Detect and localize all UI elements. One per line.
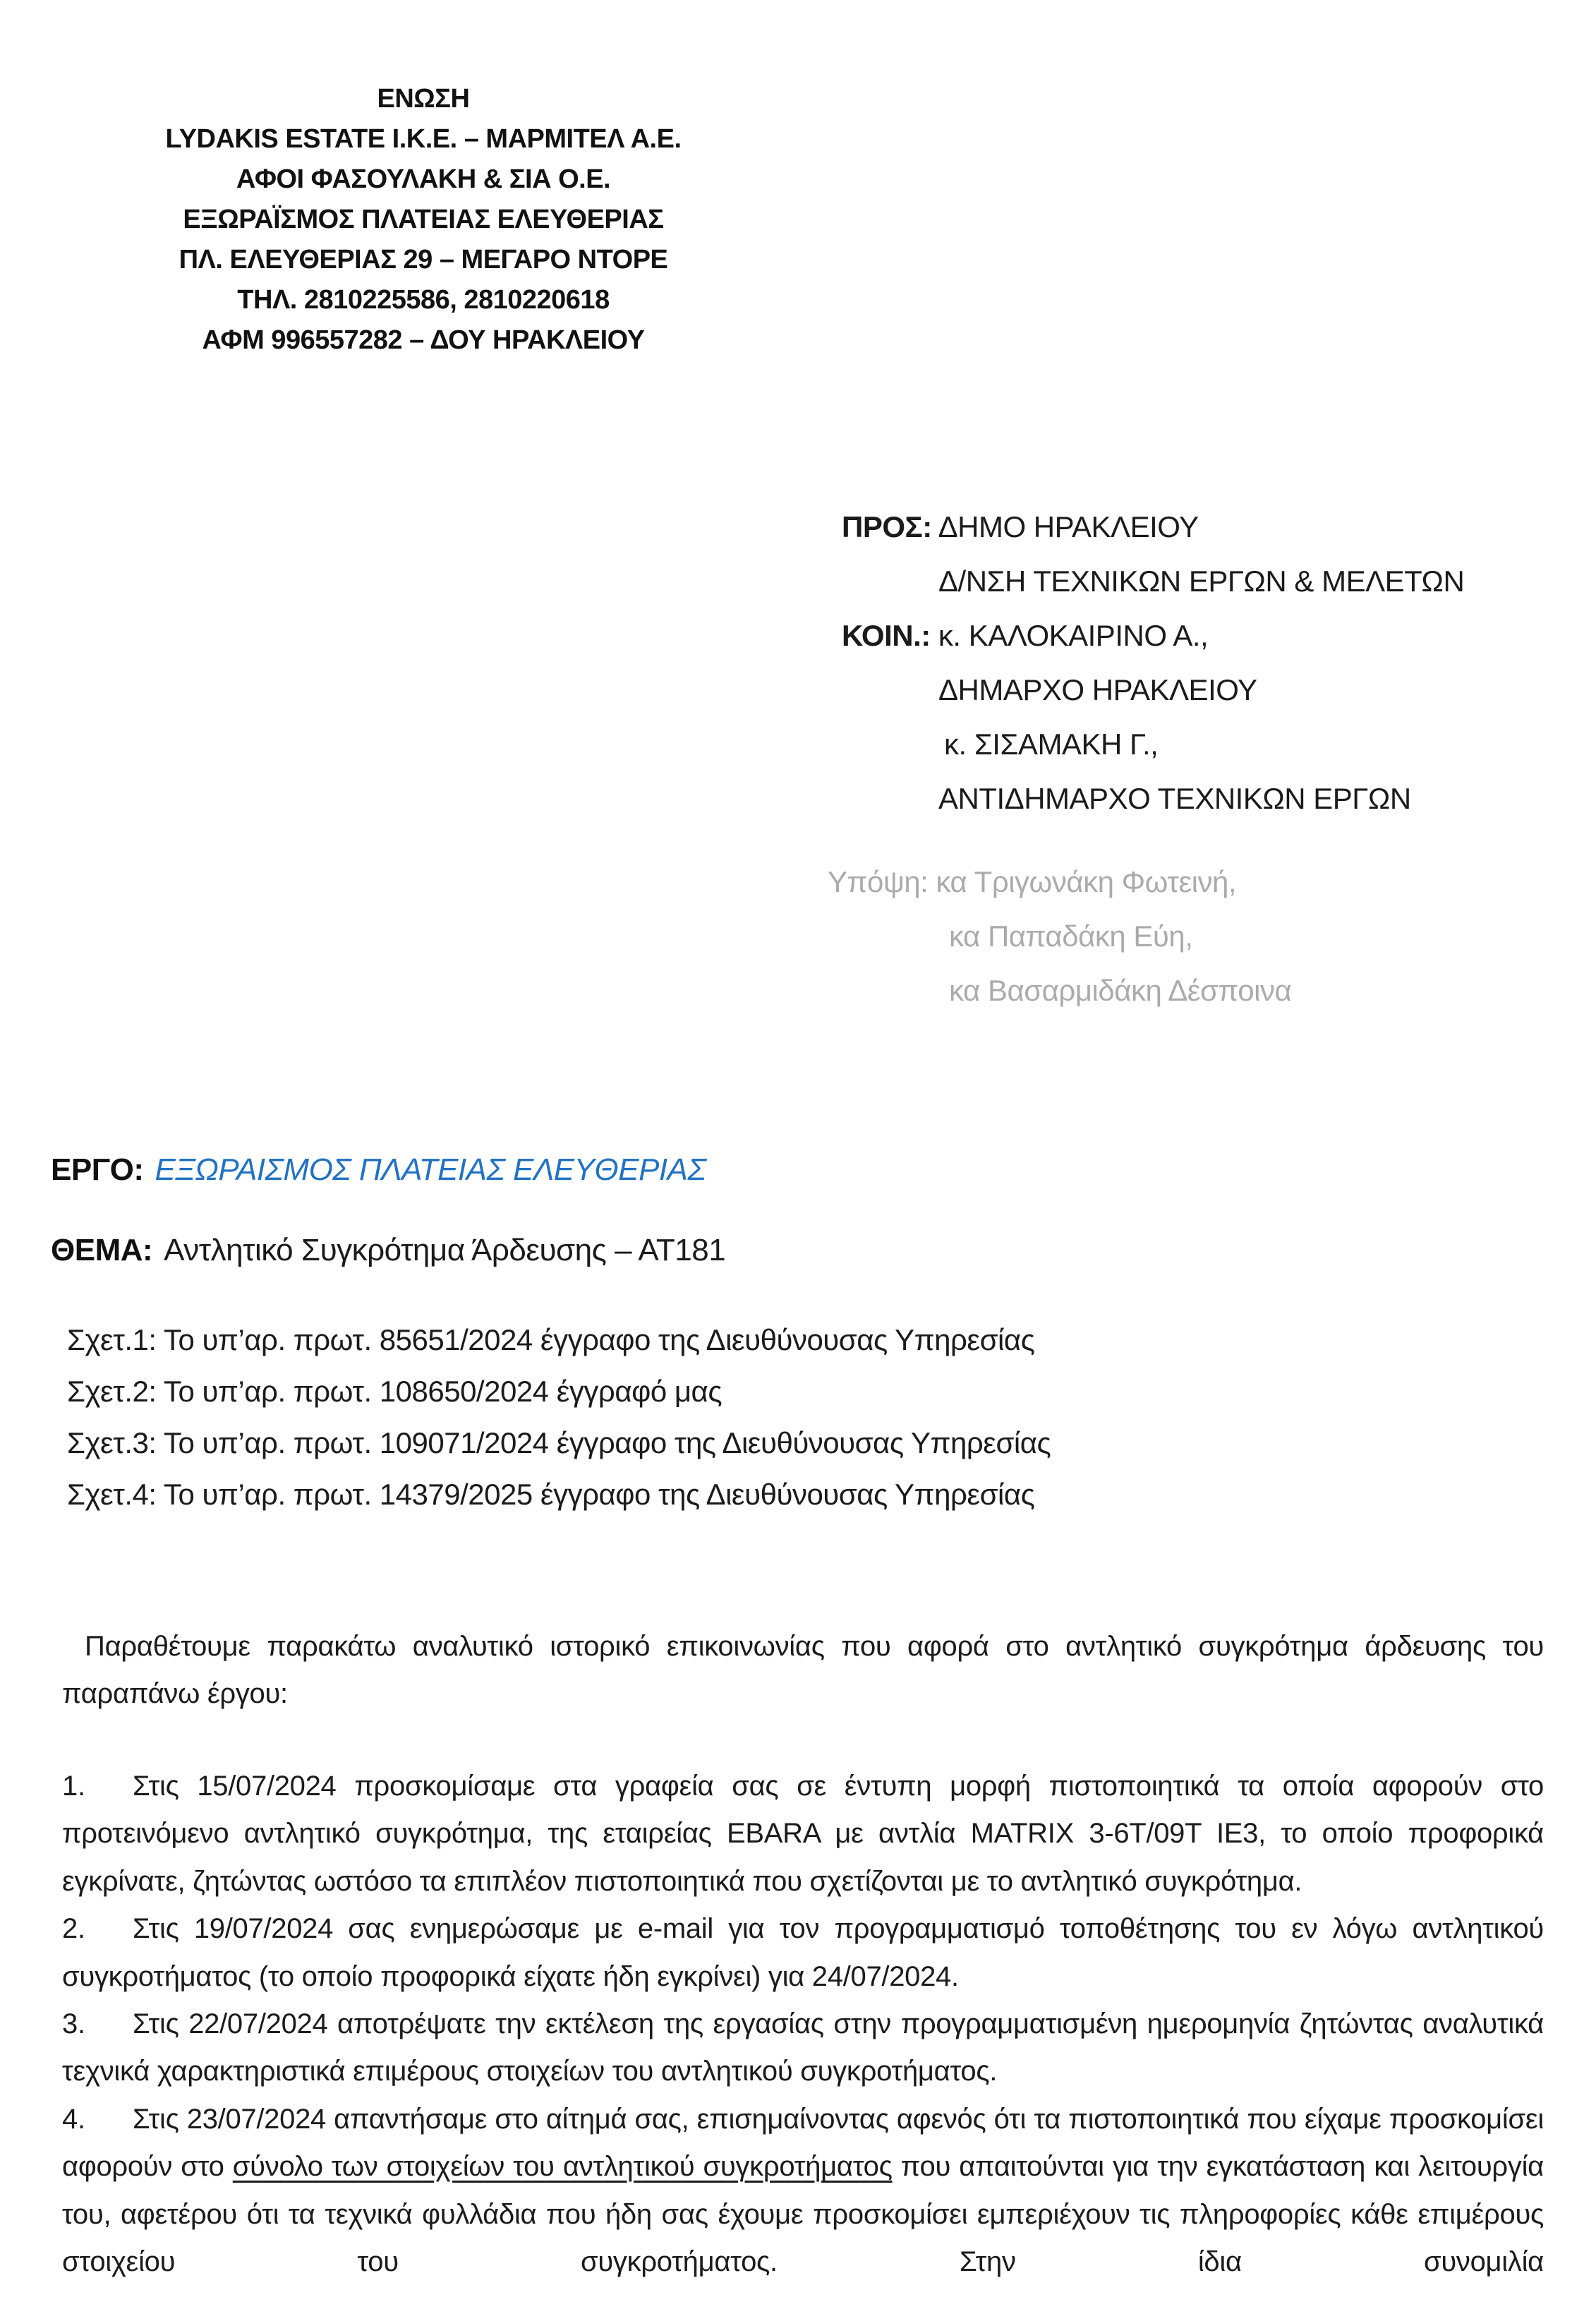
history-item-4-text-after: που απαιτούνται για την εγκατάσταση και λειτουργία του, αφετέρου ότι τα τεχνικά φυλλάδια που ήδη σας έχουμε προσκομίσει εμπεριέχουν τις πληροφορίες κάθε επιμέρους στοιχείου του συγκροτήματος. Στην ίδια συνομιλία bbox=[62, 2151, 1544, 2278]
history-item-3-text: Στις 22/07/2024 αποτρέψατε την εκτέλεση της εργασίας στην προγραμματισμένη ημερομηνία ζητώντας αναλυτικά τεχνικά χαρακτηριστικά επιμέρους στοιχείων του αντλητικού συγκροτήματος. bbox=[62, 2008, 1544, 2087]
letterhead-tax-info: ΑΦΜ 996557282 – ΔΟΥ ΗΡΑΚΛΕΙΟΥ bbox=[202, 325, 645, 355]
history-item-2-text: Στις 19/07/2024 σας ενημερώσαμε με e-mail για τον προγραμματισμό τοποθέτησης του εν λόγω αντλητικού συγκροτήματος (το οποίο προφορικά είχατε ήδη εγκρίνει) για 24/07/2024. bbox=[62, 1913, 1544, 1992]
reference-line-4: Σχετ.4: Το υπ’αρ. πρωτ. 14379/2025 έγγραφο της Διευθύνουσας Υπηρεσίας bbox=[67, 1478, 1035, 1511]
subject-label: ΘΕΜΑ: bbox=[51, 1233, 153, 1267]
recipient-cc-line bbox=[842, 608, 1576, 663]
attention-label: Υπόψη: bbox=[828, 865, 929, 898]
letterhead-union-title: ΕΝΩΣΗ bbox=[377, 84, 470, 114]
history-list bbox=[62, 1763, 1544, 2286]
history-item-2-number: 2. bbox=[62, 1913, 85, 1945]
to-label: ΠΡΟΣ: bbox=[842, 510, 932, 543]
reference-line-3: Σχετ.3: Το υπ’αρ. πρωτ. 109071/2024 έγγραφο της Διευθύνουσας Υπηρεσίας bbox=[67, 1426, 1051, 1459]
recipients-block bbox=[842, 500, 1576, 826]
recipient-cc-person2: κ. ΣΙΣΑΜΑΚΗ Γ., bbox=[944, 728, 1159, 761]
project-value: ΕΞΩΡΑΙΣΜΟΣ ΠΛΑΤΕΙΑΣ ΕΛΕΥΘΕΡΙΑΣ bbox=[155, 1152, 706, 1187]
history-item-1 bbox=[62, 1763, 1544, 1905]
intro-paragraph: Παραθέτουμε παρακάτω αναλυτικό ιστορικό επικοινωνίας που αφορά στο αντλητικό συγκρότημα άρδευσης του παραπάνω έργου: bbox=[62, 1631, 1544, 1709]
letterhead bbox=[120, 79, 727, 361]
history-item-1-text: Στις 15/07/2024 προσκομίσαμε στα γραφεία σας σε έντυπη μορφή πιστοποιητικά τα οποία αφορούν στο προτεινόμενο αντλητικό συγκρότημα, της εταιρείας EBARA με αντλία MATRIX 3-6T/09T IE3, το οποίο προφορικά εγκρίνατε, ζητώντας ωστόσο τα επιπλέον πιστοποιητικά που σχετίζονται με το αντλητικό συγκρότημα. bbox=[62, 1771, 1544, 1897]
project-line bbox=[51, 1150, 706, 1190]
history-item-2 bbox=[62, 1905, 1544, 2001]
recipient-cc-mayor: ΔΗΜΑΡΧΟ ΗΡΑΚΛΕΙΟΥ bbox=[938, 673, 1257, 706]
history-item-4 bbox=[62, 2096, 1544, 2286]
subject-value: Αντλητικό Συγκρότημα Άρδευσης – ΑΤ181 bbox=[164, 1233, 726, 1267]
attention-name2: κα Παπαδάκη Εύη, bbox=[949, 920, 1193, 953]
letterhead-company-names: LYDAKIS ESTATE I.K.E. – ΜΑΡΜΙΤΕΛ Α.Ε. bbox=[165, 124, 682, 154]
cc-label: ΚΟΙΝ.: bbox=[842, 619, 931, 652]
project-label: ΕΡΓΟ: bbox=[51, 1152, 144, 1187]
cc-value: κ. ΚΑΛΟΚΑΙΡΙΝΟ Α., bbox=[938, 619, 1209, 652]
subject-line bbox=[51, 1231, 725, 1270]
attention-name3: κα Βασαρμιδάκη Δέσποινα bbox=[949, 974, 1292, 1007]
letterhead-address: ΠΛ. ΕΛΕΥΘΕΡΙΑΣ 29 – ΜΕΓΑΡΟ ΝΤΟΡΕ bbox=[179, 245, 668, 275]
history-item-4-number: 4. bbox=[62, 2103, 85, 2135]
references-block bbox=[67, 1314, 1556, 1520]
reference-line-2: Σχετ.2: Το υπ’αρ. πρωτ. 108650/2024 έγγραφό μας bbox=[67, 1375, 723, 1408]
history-item-1-number: 1. bbox=[62, 1771, 85, 1802]
history-item-4-text-before: Στις 23/07/2024 απαντήσαμε στο αίτημά σας, επισημαίνοντας αφενός ότι τα πιστοποιητικά που είχαμε προσκομίσει αφορούν στο bbox=[62, 2103, 1544, 2183]
recipient-to-line bbox=[842, 500, 1576, 554]
letterhead-phones: ΤΗΛ. 2810225586, 2810220618 bbox=[237, 285, 610, 315]
to-value: ΔΗΜΟ ΗΡΑΚΛΕΙΟΥ bbox=[938, 510, 1199, 543]
recipient-cc-deputy: ΑΝΤΙΔΗΜΑΡΧΟ ΤΕΧΝΙΚΩΝ ΕΡΓΩΝ bbox=[938, 782, 1411, 815]
history-item-3-number: 3. bbox=[62, 2008, 85, 2040]
history-item-4-underlined-phrase: σύνολο των στοιχείων του αντλητικού συγκροτήματος bbox=[232, 2151, 893, 2183]
letterhead-company-names-2: ΑΦΟΙ ΦΑΣΟΥΛΑΚΗ & ΣΙΑ Ο.Ε. bbox=[236, 164, 611, 194]
attention-block bbox=[828, 855, 1533, 1018]
recipient-to-dept: Δ/ΝΣΗ ΤΕΧΝΙΚΩΝ ΕΡΓΩΝ & ΜΕΛΕΤΩΝ bbox=[938, 565, 1465, 598]
reference-line-1: Σχετ.1: Το υπ’αρ. πρωτ. 85651/2024 έγγραφο της Διευθύνουσας Υπηρεσίας bbox=[67, 1323, 1035, 1356]
attention-name1: κα Τριγωνάκη Φωτεινή, bbox=[936, 865, 1237, 898]
attention-line1 bbox=[828, 855, 1533, 909]
letterhead-project-name: ΕΞΩΡΑΪΣΜΟΣ ΠΛΑΤΕΙΑΣ ΕΛΕΥΘΕΡΙΑΣ bbox=[183, 205, 664, 234]
history-item-3 bbox=[62, 2001, 1544, 2096]
